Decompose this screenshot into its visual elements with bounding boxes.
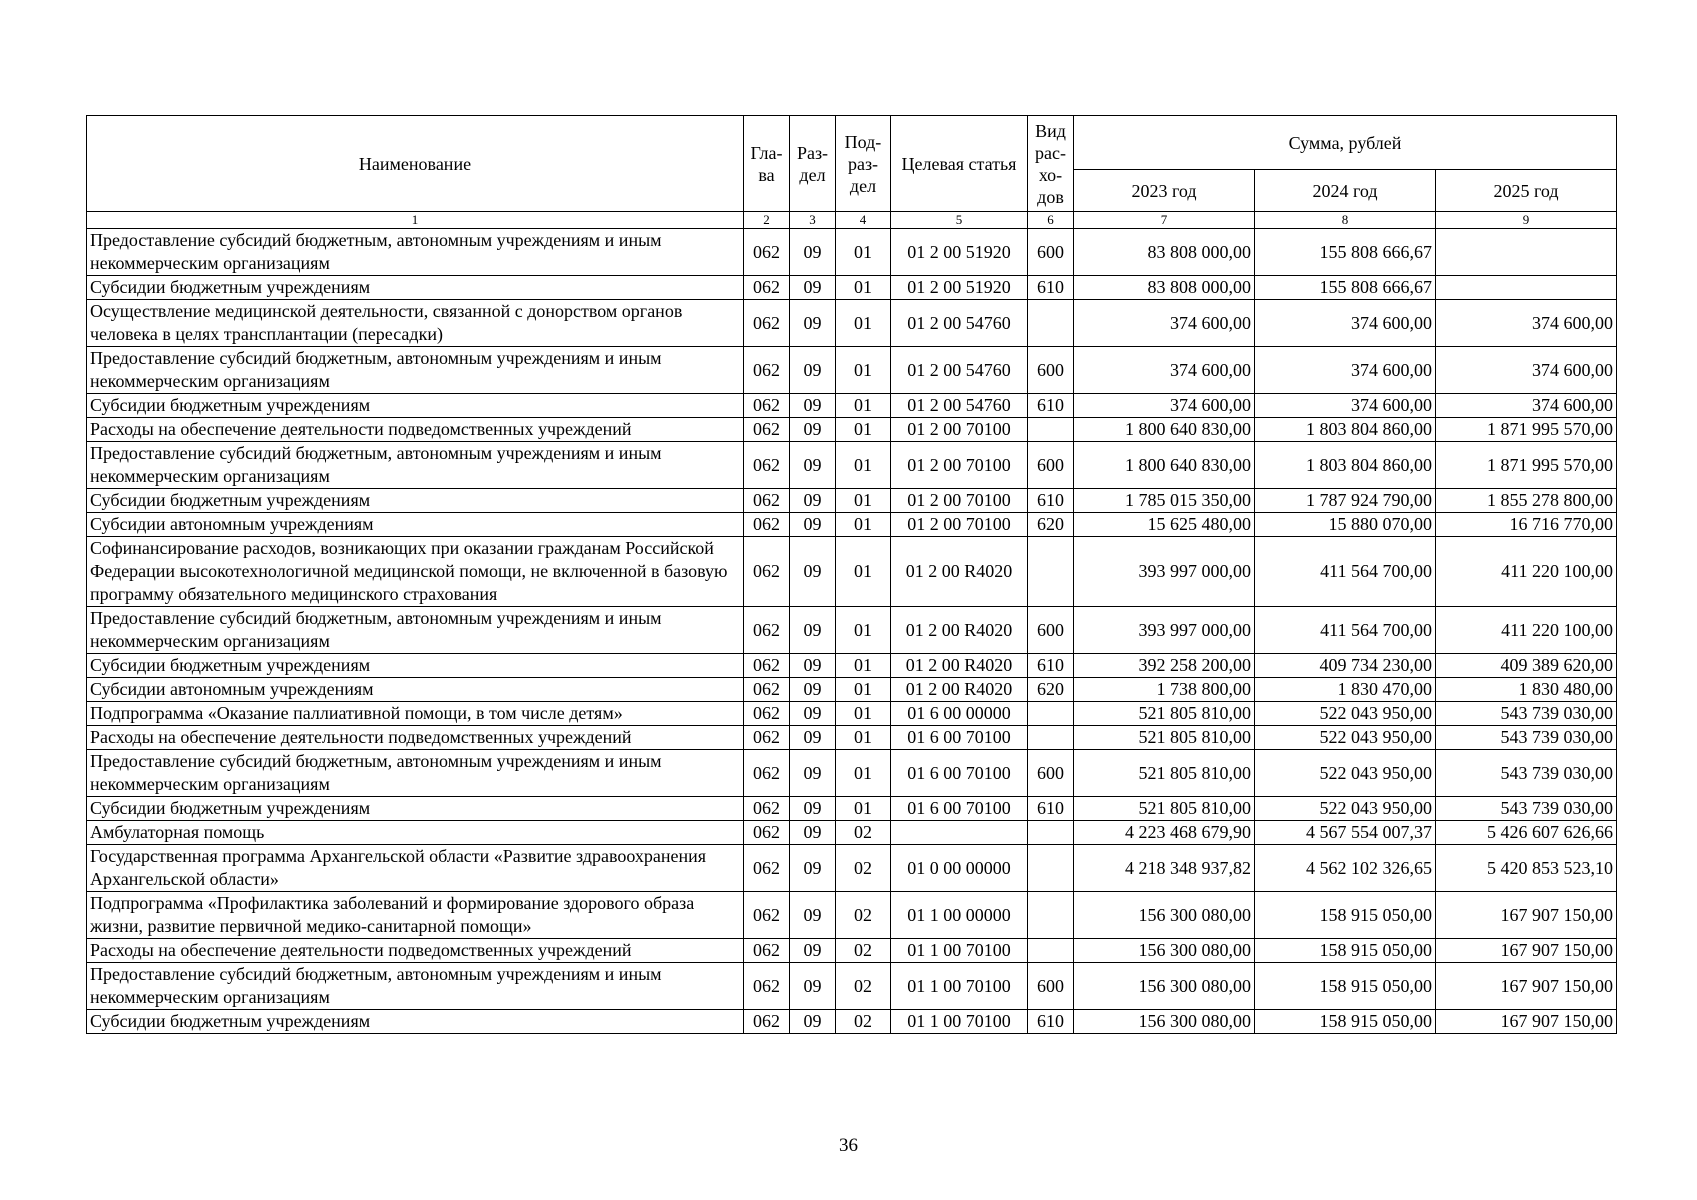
row-podrazdel: 01 [836, 678, 891, 702]
row-razdel: 09 [790, 797, 836, 821]
row-razdel: 09 [790, 276, 836, 300]
row-sum-2024: 374 600,00 [1255, 300, 1436, 347]
row-target-article: 01 2 00 54760 [891, 300, 1028, 347]
row-sum-2023: 156 300 080,00 [1074, 963, 1255, 1010]
row-glava: 062 [744, 537, 790, 607]
row-podrazdel: 01 [836, 513, 891, 537]
row-target-article: 01 6 00 70100 [891, 726, 1028, 750]
row-glava: 062 [744, 347, 790, 394]
table-row [87, 963, 1617, 1010]
row-expense-type [1028, 300, 1074, 347]
row-podrazdel: 02 [836, 892, 891, 939]
table-row [87, 607, 1617, 654]
row-name: Подпрограмма «Оказание паллиативной помощи, в том числе детям» [87, 702, 744, 726]
header-sum: Сумма, рублей [1074, 116, 1617, 170]
table-row [87, 939, 1617, 963]
row-podrazdel: 02 [836, 821, 891, 845]
row-sum-2025: 374 600,00 [1436, 300, 1617, 347]
row-podrazdel: 01 [836, 442, 891, 489]
row-name: Субсидии бюджетным учреждениям [87, 489, 744, 513]
row-expense-type: 610 [1028, 489, 1074, 513]
row-target-article: 01 2 00 R4020 [891, 607, 1028, 654]
table-row [87, 654, 1617, 678]
row-sum-2024: 158 915 050,00 [1255, 892, 1436, 939]
row-sum-2025: 543 739 030,00 [1436, 797, 1617, 821]
row-target-article: 01 2 00 51920 [891, 229, 1028, 276]
row-razdel: 09 [790, 229, 836, 276]
row-razdel: 09 [790, 537, 836, 607]
row-target-article: 01 2 00 51920 [891, 276, 1028, 300]
column-number: 7 [1074, 212, 1255, 229]
row-sum-2025: 1 871 995 570,00 [1436, 418, 1617, 442]
row-sum-2024: 522 043 950,00 [1255, 797, 1436, 821]
row-podrazdel: 01 [836, 726, 891, 750]
row-sum-2023: 1 800 640 830,00 [1074, 442, 1255, 489]
row-glava: 062 [744, 750, 790, 797]
row-sum-2025 [1436, 229, 1617, 276]
row-sum-2025: 16 716 770,00 [1436, 513, 1617, 537]
table-row [87, 489, 1617, 513]
row-expense-type: 600 [1028, 750, 1074, 797]
row-name: Субсидии автономным учреждениям [87, 513, 744, 537]
row-razdel: 09 [790, 678, 836, 702]
row-target-article: 01 1 00 70100 [891, 1010, 1028, 1034]
table-row [87, 442, 1617, 489]
header-name: Наименование [87, 116, 744, 212]
row-sum-2024: 411 564 700,00 [1255, 537, 1436, 607]
row-razdel: 09 [790, 963, 836, 1010]
row-sum-2025: 1 871 995 570,00 [1436, 442, 1617, 489]
row-name: Предоставление субсидий бюджетным, автономным учреждениям и иным некоммерческим организациям [87, 347, 744, 394]
row-sum-2024: 1 803 804 860,00 [1255, 418, 1436, 442]
header-podrazdel: Под-раз-дел [836, 116, 891, 212]
row-sum-2025: 374 600,00 [1436, 394, 1617, 418]
table-row [87, 750, 1617, 797]
row-sum-2023: 521 805 810,00 [1074, 726, 1255, 750]
row-expense-type: 610 [1028, 797, 1074, 821]
row-sum-2023: 15 625 480,00 [1074, 513, 1255, 537]
row-target-article: 01 6 00 00000 [891, 702, 1028, 726]
row-sum-2024: 374 600,00 [1255, 347, 1436, 394]
row-sum-2023: 156 300 080,00 [1074, 1010, 1255, 1034]
row-sum-2024: 1 803 804 860,00 [1255, 442, 1436, 489]
row-name: Софинансирование расходов, возникающих при оказании гражданам Российской Федерации высокотехнологичной медицинской помощи, не включенной в базовую программу обязательного медицинского страхования [87, 537, 744, 607]
row-glava: 062 [744, 939, 790, 963]
row-razdel: 09 [790, 1010, 836, 1034]
row-sum-2024: 522 043 950,00 [1255, 726, 1436, 750]
row-glava: 062 [744, 300, 790, 347]
row-sum-2025: 411 220 100,00 [1436, 607, 1617, 654]
header-expense-type: Вид рас-хо-дов [1028, 116, 1074, 212]
row-name: Субсидии бюджетным учреждениям [87, 797, 744, 821]
row-expense-type [1028, 726, 1074, 750]
row-glava: 062 [744, 678, 790, 702]
row-expense-type: 620 [1028, 513, 1074, 537]
row-sum-2024: 15 880 070,00 [1255, 513, 1436, 537]
row-name: Предоставление субсидий бюджетным, автономным учреждениям и иным некоммерческим организациям [87, 607, 744, 654]
row-name: Субсидии бюджетным учреждениям [87, 276, 744, 300]
row-target-article: 01 1 00 70100 [891, 939, 1028, 963]
row-podrazdel: 01 [836, 418, 891, 442]
row-glava: 062 [744, 442, 790, 489]
row-glava: 062 [744, 1010, 790, 1034]
column-number: 8 [1255, 212, 1436, 229]
table-row [87, 418, 1617, 442]
row-sum-2024: 4 567 554 007,37 [1255, 821, 1436, 845]
row-glava: 062 [744, 845, 790, 892]
row-podrazdel: 01 [836, 394, 891, 418]
row-name: Расходы на обеспечение деятельности подведомственных учреждений [87, 726, 744, 750]
row-razdel: 09 [790, 750, 836, 797]
column-number: 9 [1436, 212, 1617, 229]
row-expense-type: 610 [1028, 1010, 1074, 1034]
table-row [87, 229, 1617, 276]
row-podrazdel: 02 [836, 1010, 891, 1034]
row-target-article: 01 6 00 70100 [891, 750, 1028, 797]
row-glava: 062 [744, 607, 790, 654]
row-glava: 062 [744, 654, 790, 678]
row-expense-type: 610 [1028, 654, 1074, 678]
row-target-article: 01 2 00 70100 [891, 489, 1028, 513]
row-sum-2025: 5 420 853 523,10 [1436, 845, 1617, 892]
row-name: Подпрограмма «Профилактика заболеваний и формирование здорового образа жизни, развитие первичной медико-санитарной помощи» [87, 892, 744, 939]
row-razdel: 09 [790, 702, 836, 726]
row-razdel: 09 [790, 442, 836, 489]
row-name: Субсидии бюджетным учреждениям [87, 654, 744, 678]
row-razdel: 09 [790, 821, 836, 845]
row-sum-2023: 521 805 810,00 [1074, 750, 1255, 797]
row-expense-type [1028, 892, 1074, 939]
row-expense-type: 600 [1028, 347, 1074, 394]
table-row [87, 300, 1617, 347]
row-sum-2024: 155 808 666,67 [1255, 229, 1436, 276]
row-glava: 062 [744, 394, 790, 418]
row-sum-2023: 83 808 000,00 [1074, 276, 1255, 300]
row-podrazdel: 01 [836, 489, 891, 513]
row-podrazdel: 01 [836, 276, 891, 300]
row-target-article: 01 6 00 70100 [891, 797, 1028, 821]
row-sum-2024: 155 808 666,67 [1255, 276, 1436, 300]
column-number: 6 [1028, 212, 1074, 229]
row-sum-2024: 4 562 102 326,65 [1255, 845, 1436, 892]
table-row [87, 537, 1617, 607]
row-glava: 062 [744, 726, 790, 750]
row-expense-type: 620 [1028, 678, 1074, 702]
row-glava: 062 [744, 276, 790, 300]
row-sum-2024: 158 915 050,00 [1255, 963, 1436, 1010]
table-row [87, 845, 1617, 892]
row-sum-2025: 543 739 030,00 [1436, 702, 1617, 726]
row-glava: 062 [744, 821, 790, 845]
row-podrazdel: 01 [836, 537, 891, 607]
row-sum-2023: 4 218 348 937,82 [1074, 845, 1255, 892]
header-razdel: Раз-дел [790, 116, 836, 212]
row-target-article: 01 2 00 54760 [891, 394, 1028, 418]
row-sum-2025: 5 426 607 626,66 [1436, 821, 1617, 845]
row-sum-2023: 4 223 468 679,90 [1074, 821, 1255, 845]
row-sum-2025: 543 739 030,00 [1436, 750, 1617, 797]
row-sum-2024: 158 915 050,00 [1255, 1010, 1436, 1034]
row-target-article: 01 2 00 R4020 [891, 678, 1028, 702]
row-expense-type: 600 [1028, 607, 1074, 654]
row-name: Амбулаторная помощь [87, 821, 744, 845]
row-sum-2025: 543 739 030,00 [1436, 726, 1617, 750]
row-glava: 062 [744, 229, 790, 276]
row-razdel: 09 [790, 939, 836, 963]
row-name: Осуществление медицинской деятельности, связанной с донорством органов человека в целях трансплантации (пересадки) [87, 300, 744, 347]
row-podrazdel: 01 [836, 750, 891, 797]
column-number: 2 [744, 212, 790, 229]
row-sum-2024: 1 787 924 790,00 [1255, 489, 1436, 513]
row-razdel: 09 [790, 607, 836, 654]
table-row [87, 513, 1617, 537]
row-podrazdel: 01 [836, 702, 891, 726]
row-sum-2024: 409 734 230,00 [1255, 654, 1436, 678]
row-expense-type [1028, 418, 1074, 442]
row-sum-2024: 522 043 950,00 [1255, 702, 1436, 726]
table-row [87, 347, 1617, 394]
column-number-row [87, 212, 1617, 229]
row-sum-2023: 1 785 015 350,00 [1074, 489, 1255, 513]
row-razdel: 09 [790, 726, 836, 750]
row-sum-2023: 156 300 080,00 [1074, 892, 1255, 939]
row-podrazdel: 02 [836, 845, 891, 892]
row-target-article: 01 2 00 70100 [891, 442, 1028, 489]
row-target-article: 01 2 00 54760 [891, 347, 1028, 394]
row-name: Предоставление субсидий бюджетным, автономным учреждениям и иным некоммерческим организациям [87, 750, 744, 797]
row-target-article: 01 2 00 R4020 [891, 654, 1028, 678]
row-sum-2023: 374 600,00 [1074, 347, 1255, 394]
row-target-article: 01 0 00 00000 [891, 845, 1028, 892]
row-target-article: 01 1 00 00000 [891, 892, 1028, 939]
row-glava: 062 [744, 797, 790, 821]
row-sum-2023: 156 300 080,00 [1074, 939, 1255, 963]
row-sum-2025: 167 907 150,00 [1436, 963, 1617, 1010]
row-expense-type: 610 [1028, 276, 1074, 300]
column-number: 1 [87, 212, 744, 229]
row-expense-type [1028, 845, 1074, 892]
row-target-article [891, 821, 1028, 845]
header-year-2024: 2024 год [1255, 170, 1436, 212]
row-sum-2023: 1 738 800,00 [1074, 678, 1255, 702]
row-sum-2025: 167 907 150,00 [1436, 892, 1617, 939]
row-razdel: 09 [790, 513, 836, 537]
table-row [87, 702, 1617, 726]
row-target-article: 01 2 00 70100 [891, 418, 1028, 442]
row-sum-2024: 522 043 950,00 [1255, 750, 1436, 797]
row-target-article: 01 2 00 70100 [891, 513, 1028, 537]
row-glava: 062 [744, 963, 790, 1010]
column-number: 4 [836, 212, 891, 229]
row-expense-type [1028, 821, 1074, 845]
row-sum-2023: 374 600,00 [1074, 300, 1255, 347]
row-name: Субсидии бюджетным учреждениям [87, 1010, 744, 1034]
table-row [87, 726, 1617, 750]
row-sum-2024: 1 830 470,00 [1255, 678, 1436, 702]
row-razdel: 09 [790, 347, 836, 394]
row-expense-type: 610 [1028, 394, 1074, 418]
row-razdel: 09 [790, 654, 836, 678]
row-razdel: 09 [790, 394, 836, 418]
row-glava: 062 [744, 892, 790, 939]
page-number: 36 [839, 1135, 858, 1156]
row-podrazdel: 01 [836, 229, 891, 276]
row-name: Субсидии автономным учреждениям [87, 678, 744, 702]
row-target-article: 01 1 00 70100 [891, 963, 1028, 1010]
header-target-article: Целевая статья [891, 116, 1028, 212]
row-podrazdel: 02 [836, 963, 891, 1010]
row-name: Государственная программа Архангельской области «Развитие здравоохранения Архангельской области» [87, 845, 744, 892]
row-podrazdel: 01 [836, 607, 891, 654]
header-year-2025: 2025 год [1436, 170, 1617, 212]
row-sum-2025 [1436, 276, 1617, 300]
row-name: Расходы на обеспечение деятельности подведомственных учреждений [87, 939, 744, 963]
row-sum-2024: 158 915 050,00 [1255, 939, 1436, 963]
row-sum-2025: 409 389 620,00 [1436, 654, 1617, 678]
row-name: Предоставление субсидий бюджетным, автономным учреждениям и иным некоммерческим организациям [87, 442, 744, 489]
row-sum-2023: 393 997 000,00 [1074, 537, 1255, 607]
row-sum-2025: 1 855 278 800,00 [1436, 489, 1617, 513]
row-expense-type [1028, 702, 1074, 726]
row-sum-2023: 374 600,00 [1074, 394, 1255, 418]
budget-table [86, 115, 1617, 1034]
row-glava: 062 [744, 489, 790, 513]
row-sum-2023: 83 808 000,00 [1074, 229, 1255, 276]
row-sum-2025: 167 907 150,00 [1436, 939, 1617, 963]
row-name: Субсидии бюджетным учреждениям [87, 394, 744, 418]
row-sum-2023: 521 805 810,00 [1074, 702, 1255, 726]
row-expense-type [1028, 537, 1074, 607]
table-row [87, 678, 1617, 702]
table-row [87, 394, 1617, 418]
row-sum-2025: 167 907 150,00 [1436, 1010, 1617, 1034]
table-row [87, 797, 1617, 821]
row-expense-type [1028, 939, 1074, 963]
row-glava: 062 [744, 418, 790, 442]
row-razdel: 09 [790, 300, 836, 347]
row-sum-2025: 411 220 100,00 [1436, 537, 1617, 607]
table-row [87, 1010, 1617, 1034]
header-glava: Гла-ва [744, 116, 790, 212]
row-expense-type: 600 [1028, 442, 1074, 489]
row-podrazdel: 01 [836, 797, 891, 821]
row-sum-2025: 1 830 480,00 [1436, 678, 1617, 702]
column-number: 5 [891, 212, 1028, 229]
row-sum-2023: 1 800 640 830,00 [1074, 418, 1255, 442]
row-glava: 062 [744, 702, 790, 726]
row-glava: 062 [744, 513, 790, 537]
table-body [87, 212, 1617, 1034]
row-name: Предоставление субсидий бюджетным, автономным учреждениям и иным некоммерческим организациям [87, 229, 744, 276]
row-sum-2024: 374 600,00 [1255, 394, 1436, 418]
table-row [87, 276, 1617, 300]
row-expense-type: 600 [1028, 963, 1074, 1010]
table-row [87, 821, 1617, 845]
table-row [87, 892, 1617, 939]
row-sum-2023: 392 258 200,00 [1074, 654, 1255, 678]
row-target-article: 01 2 00 R4020 [891, 537, 1028, 607]
row-razdel: 09 [790, 892, 836, 939]
row-sum-2023: 393 997 000,00 [1074, 607, 1255, 654]
row-razdel: 09 [790, 845, 836, 892]
row-podrazdel: 02 [836, 939, 891, 963]
row-sum-2025: 374 600,00 [1436, 347, 1617, 394]
row-name: Расходы на обеспечение деятельности подведомственных учреждений [87, 418, 744, 442]
row-expense-type: 600 [1028, 229, 1074, 276]
header-year-2023: 2023 год [1074, 170, 1255, 212]
row-sum-2023: 521 805 810,00 [1074, 797, 1255, 821]
row-razdel: 09 [790, 489, 836, 513]
row-sum-2024: 411 564 700,00 [1255, 607, 1436, 654]
row-podrazdel: 01 [836, 347, 891, 394]
row-podrazdel: 01 [836, 300, 891, 347]
column-number: 3 [790, 212, 836, 229]
row-name: Предоставление субсидий бюджетным, автономным учреждениям и иным некоммерческим организациям [87, 963, 744, 1010]
row-razdel: 09 [790, 418, 836, 442]
row-podrazdel: 01 [836, 654, 891, 678]
